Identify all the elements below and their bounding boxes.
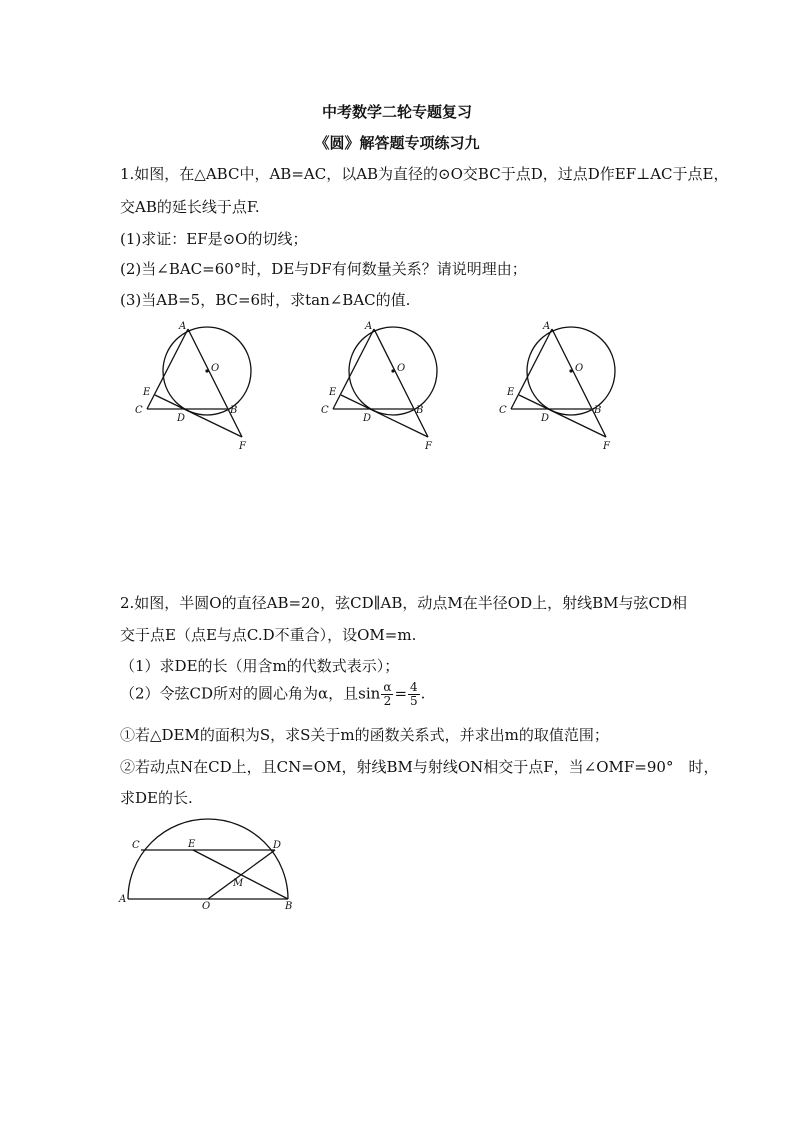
label-C: C <box>499 405 507 416</box>
problem1-question2: (2)当∠BAC=60°时，DE与DF有何数量关系？请说明理由； <box>120 260 527 278</box>
label-F: F <box>603 441 610 452</box>
label-C: C <box>321 405 329 416</box>
problem2-subquestion2-continued: 求DE的长. <box>120 789 193 807</box>
label-E: E <box>143 387 151 398</box>
label-D: D <box>177 413 186 424</box>
question2-suffix: . <box>420 684 426 703</box>
label-M: M <box>233 878 244 889</box>
label-B: B <box>230 405 238 416</box>
label-E: E <box>329 387 337 398</box>
question2-prefix: （2）令弦CD所对的圆心角为α，且sin <box>120 684 381 703</box>
label-O: O <box>202 901 211 912</box>
page-subtitle: 《圆》解答题专项练习九 <box>314 134 480 152</box>
label-D: D <box>273 840 282 851</box>
label-E: E <box>188 839 196 850</box>
problem1-question3: (3)当AB=5，BC=6时，求tan∠BAC的值. <box>120 291 411 309</box>
problem2-text-line2: 交于点E（点E与点C.D不重合），设OM=m. <box>120 626 417 644</box>
fraction-alpha-over-2: $\frac{\alpha}{2}$ <box>383 680 392 708</box>
label-O: O <box>211 363 220 374</box>
label-D: D <box>541 413 550 424</box>
label-O: O <box>575 363 584 374</box>
problem1-figure-2 <box>321 318 446 458</box>
label-B: B <box>416 405 424 416</box>
label-F: F <box>425 441 432 452</box>
page-title: 中考数学二轮专题复习 <box>321 103 472 121</box>
problem1-question1: (1)求证：EF是⊙O的切线； <box>120 230 308 248</box>
problem1-text-line1: 1.如图，在△ABC中，AB=AC，以AB为直径的⊙O交BC于点D，过点D作EF⊥AC于点E， <box>120 165 729 183</box>
fraction-4-over-5: $\frac{4}{5}$ <box>410 680 418 708</box>
label-A: A <box>543 321 551 332</box>
label-D: D <box>363 413 372 424</box>
problem2-subquestion2: ②若动点N在CD上，且CN=OM，射线BM与射线ON相交于点F，当∠OMF=90° 时， <box>120 758 719 776</box>
problem2-text-line1: 2.如图，半圆O的直径AB=20，弦CD∥AB，动点M在半径OD上，射线BM与弦CD相 <box>120 594 687 612</box>
label-B: B <box>594 405 602 416</box>
equals-sign: = <box>394 684 408 703</box>
label-O: O <box>397 363 406 374</box>
problem2-question1: （1）求DE的长（用含m的代数式表示）； <box>120 657 400 675</box>
label-C: C <box>135 405 143 416</box>
label-A: A <box>119 894 127 905</box>
problem1-figure-1 <box>135 318 260 458</box>
problem1-figure-3 <box>499 318 624 458</box>
label-E: E <box>507 387 515 398</box>
problem2-subquestion1: ①若△DEM的面积为S，求S关于m的函数关系式，并求出m的取值范围； <box>120 726 609 744</box>
problem1-text-line2: 交AB的延长线于点F. <box>120 198 260 216</box>
label-A: A <box>179 321 187 332</box>
problem2-figure <box>116 812 300 912</box>
problem2-question2 <box>120 681 425 708</box>
label-A: A <box>365 321 373 332</box>
label-C: C <box>132 840 140 851</box>
label-B: B <box>285 901 293 912</box>
label-F: F <box>239 441 246 452</box>
